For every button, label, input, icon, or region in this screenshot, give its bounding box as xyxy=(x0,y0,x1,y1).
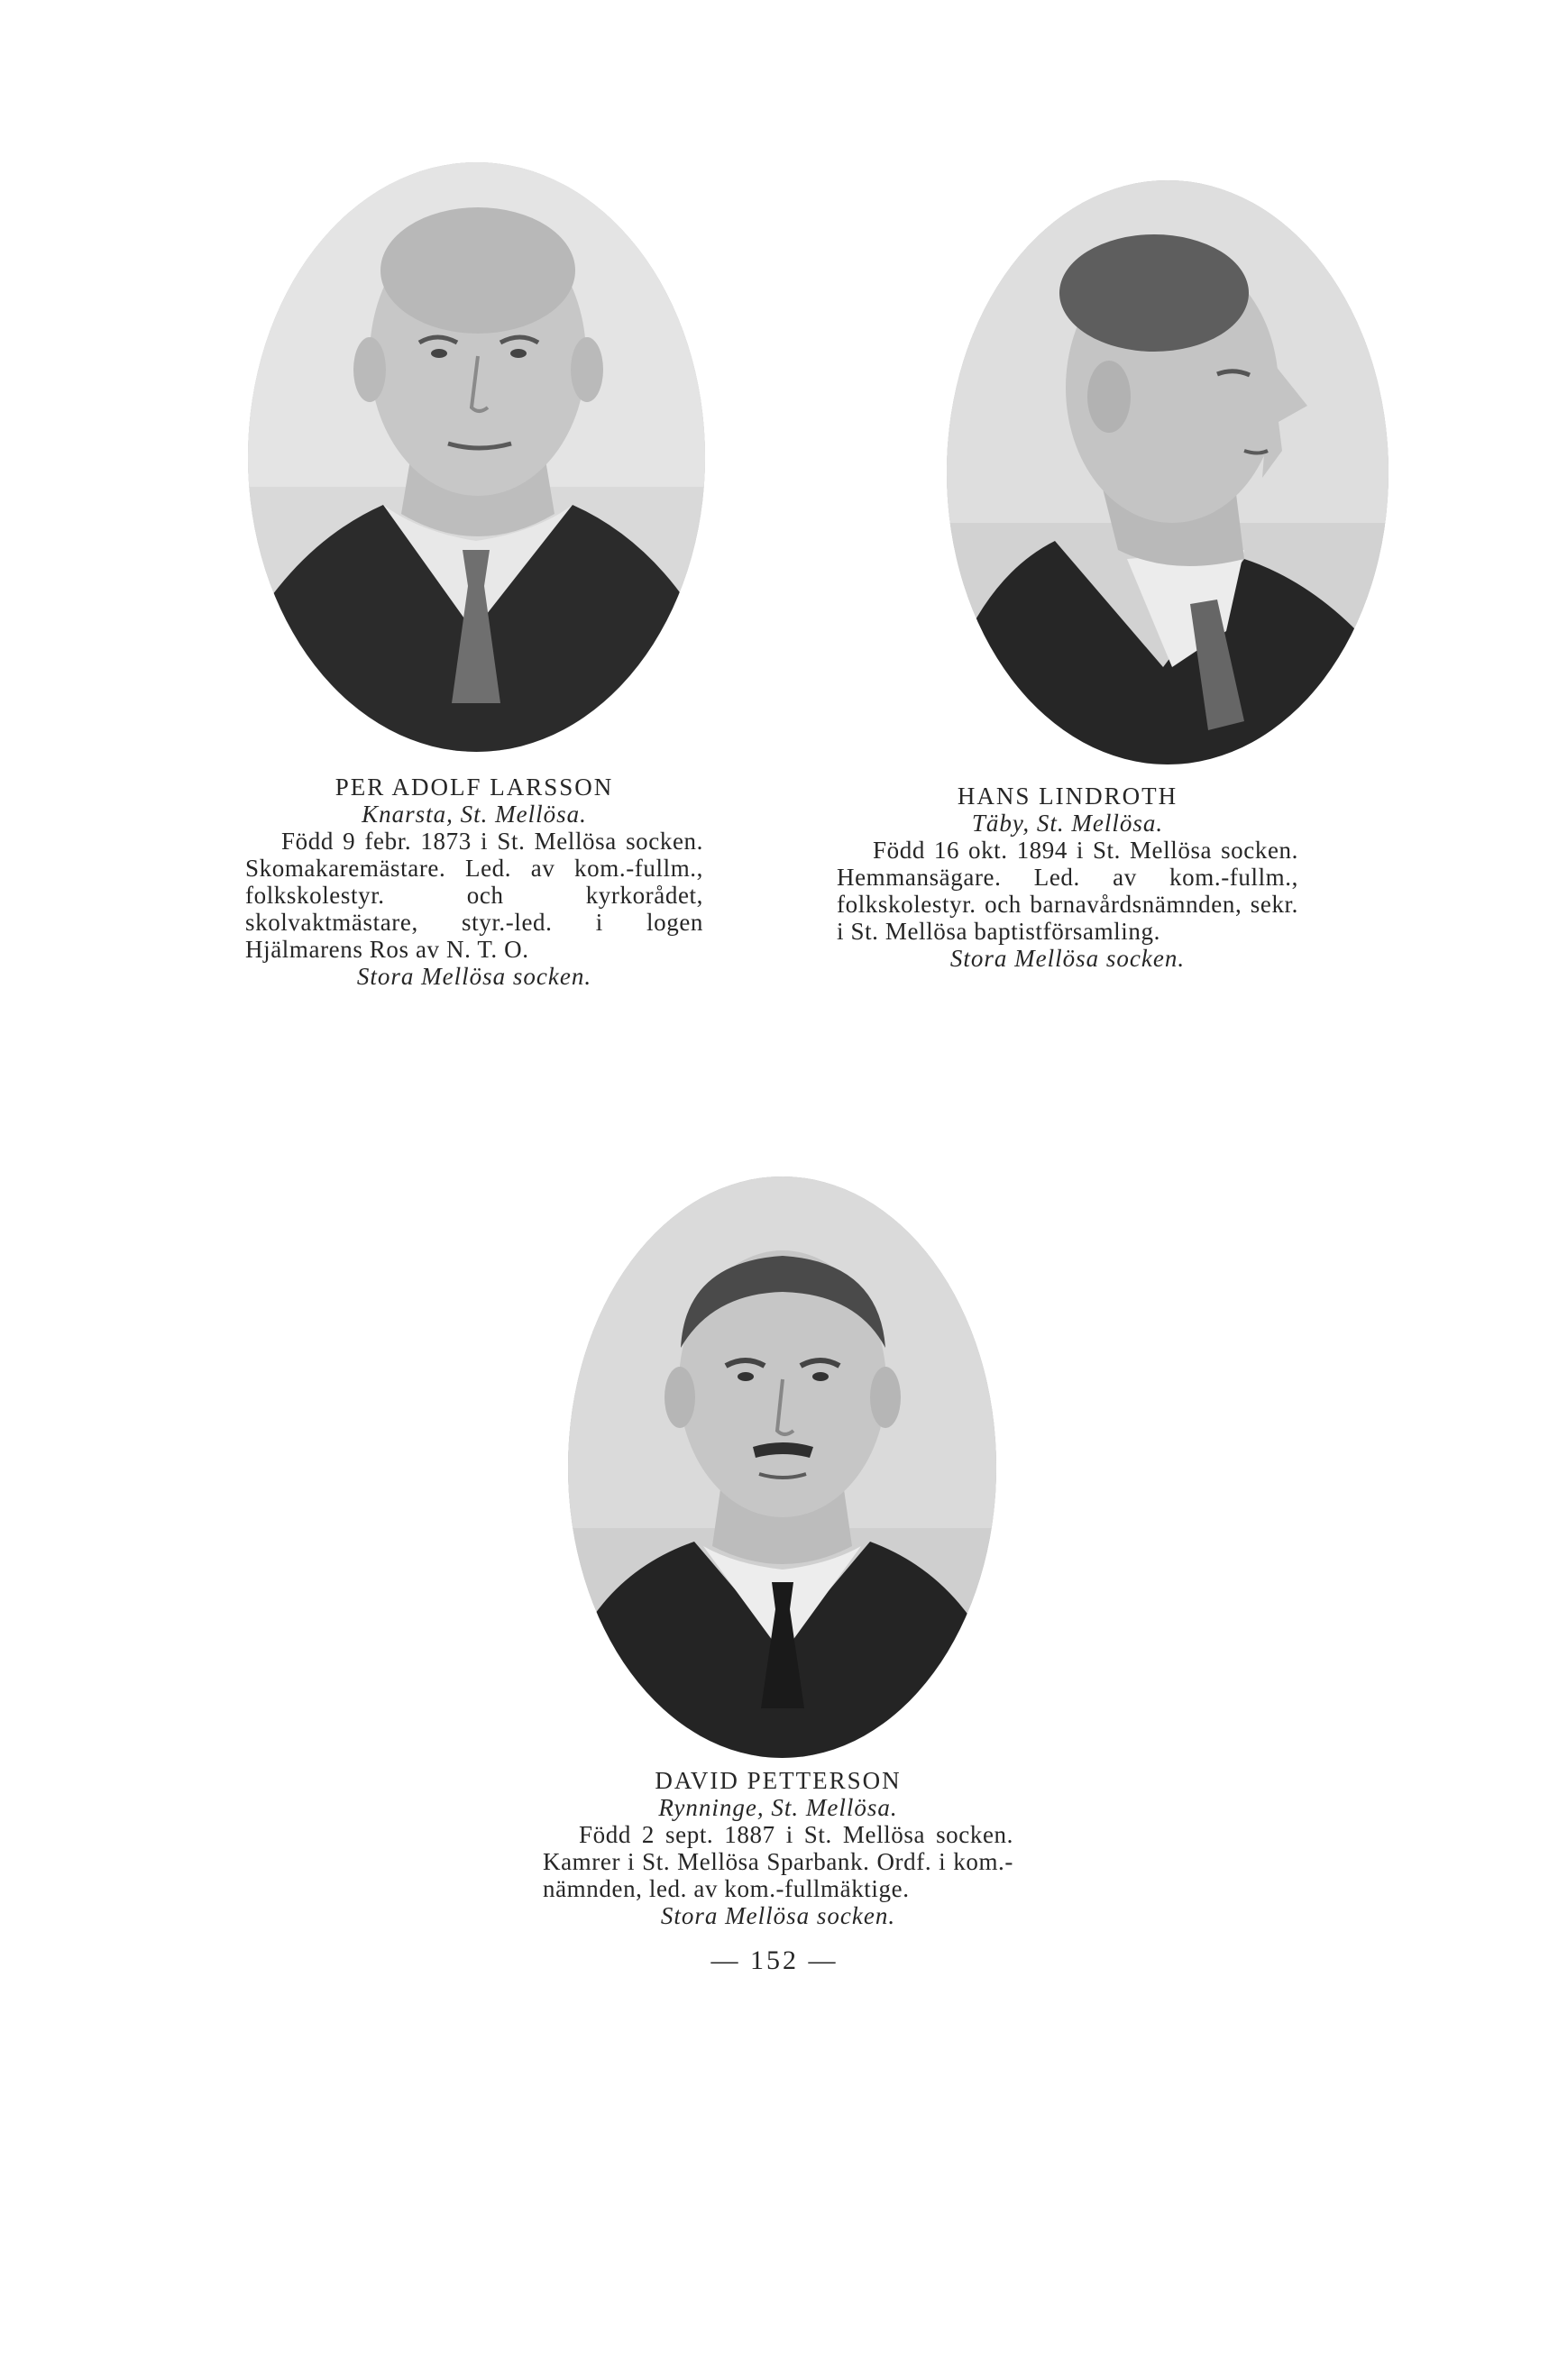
person-parish: Stora Mellösa socken. xyxy=(356,963,592,990)
portrait-david-petterson xyxy=(568,1176,996,1758)
person-name: DAVID PETTERSON xyxy=(655,1767,902,1794)
page-number: — 152 — xyxy=(710,1945,839,1975)
entry-hans-lindroth xyxy=(837,783,1298,972)
person-parish: Stora Mellösa socken. xyxy=(949,945,1186,972)
entry-per-adolf-larsson xyxy=(245,774,703,990)
portrait-photo xyxy=(568,1176,996,1758)
person-biography: Född 2 sept. 1887 i St. Mellösa socken. Kamrer i St. Mellösa Sparbank. Ordf. i kom.-nämnden, led. av kom.-fullmäktige. xyxy=(543,1821,1013,1902)
portrait-photo xyxy=(248,162,705,752)
person-biography: Född 9 febr. 1873 i St. Mellösa socken. Skomakaremästare. Led. av kom.-fullm., folkskolestyr. och kyrkorådet, skolvaktmästare, styr.-led. i logen Hjälmarens Ros av N. T. O. xyxy=(245,828,703,963)
entry-david-petterson xyxy=(543,1767,1013,1929)
person-biography: Född 16 okt. 1894 i St. Mellösa socken. Hemmansägare. Led. av kom.-fullm., folkskolestyr. och barnavårdsnämnden, sekr. i St. Mellösa baptistförsamling. xyxy=(837,837,1298,945)
portrait-per-adolf-larsson xyxy=(248,162,705,752)
person-parish: Stora Mellösa socken. xyxy=(660,1902,896,1929)
portrait-hans-lindroth xyxy=(947,180,1389,764)
person-name: PER ADOLF LARSSON xyxy=(335,774,614,801)
person-residence: Täby, St. Mellösa. xyxy=(971,810,1164,837)
portrait-photo xyxy=(947,180,1389,764)
person-residence: Knarsta, St. Mellösa. xyxy=(362,801,587,828)
person-residence: Rynninge, St. Mellösa. xyxy=(658,1794,898,1821)
person-name: HANS LINDROTH xyxy=(957,783,1178,810)
